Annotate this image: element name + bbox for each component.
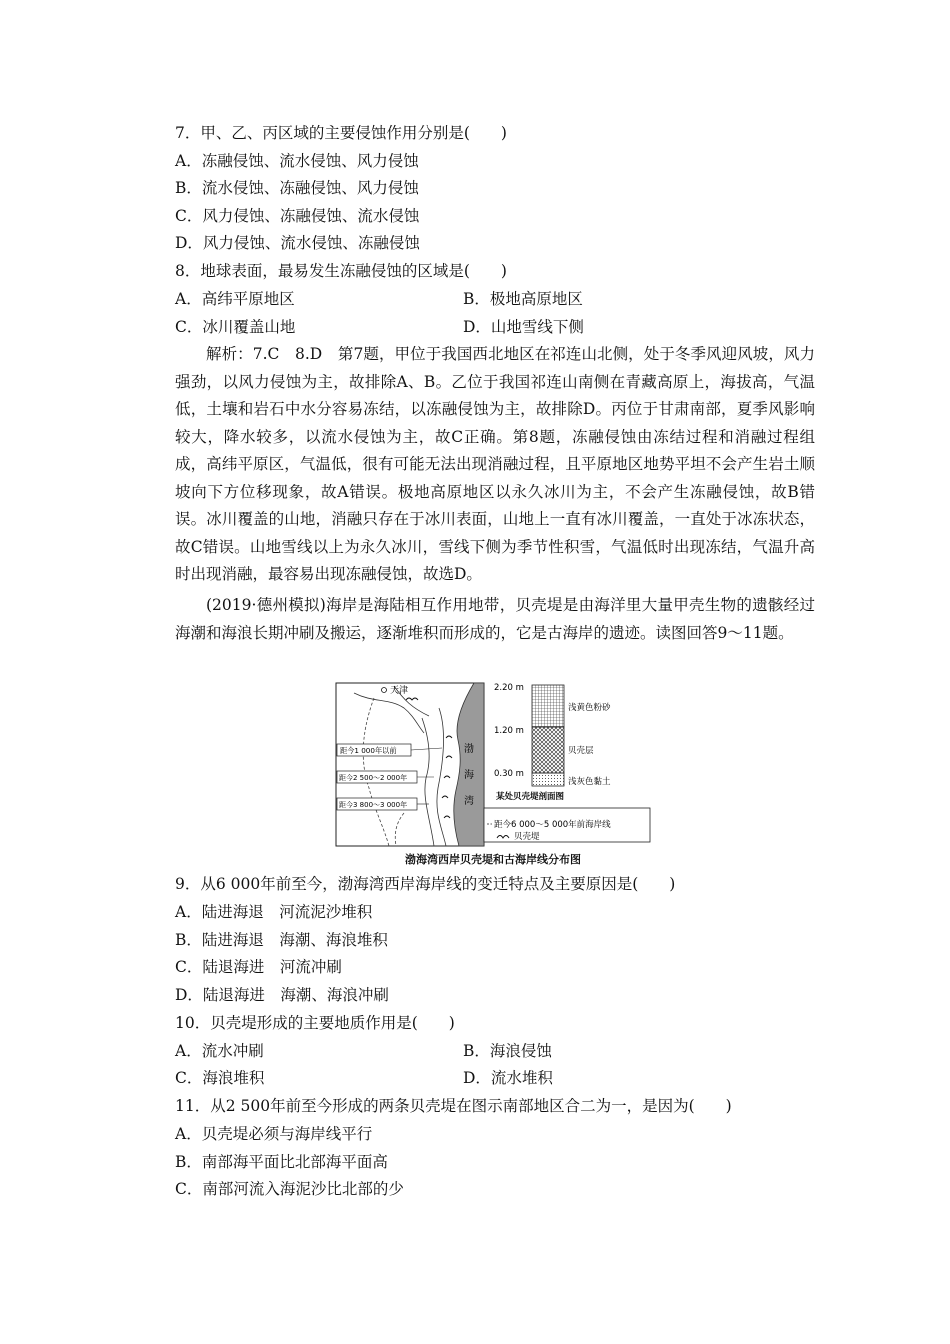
question-7-stem: 7．甲、乙、丙区域的主要侵蚀作用分别是( ) — [175, 124, 507, 142]
analysis-paragraph — [175, 341, 815, 589]
question-8-stem: 8．地球表面，最易发生冻融侵蚀的区域是( ) — [175, 262, 507, 280]
date-label-2: 距今2 500～2 000年 — [339, 774, 408, 782]
figure-caption: 渤海湾西岸贝壳堤和古海岸线分布图 — [405, 853, 581, 866]
question-11-option-b: B．南部海平面比北部海平面高 — [175, 1153, 388, 1171]
question-11-option-a: A．贝壳堤必须与海岸线平行 — [175, 1125, 373, 1143]
question-8-option-a: A．高纬平原地区 — [175, 290, 295, 308]
profile-tick-1: 2.20 m — [494, 683, 524, 693]
sea-char-1: 渤 — [464, 744, 474, 755]
legend-shell-label: 贝壳堤 — [514, 832, 540, 842]
question-9-option-d: D．陆退海进 海潮、海浪冲刷 — [175, 986, 389, 1004]
date-label-3: 距今3 800～3 000年 — [339, 801, 408, 809]
intro-text: (2019·德州模拟)海岸是海陆相互作用地带，贝壳堤是由海洋里大量甲壳生物的遗骸经过海潮和海浪长期冲刷及搬运，逐渐堆积而形成的，它是古海岸的遗迹。读图回答9～11题。 — [175, 596, 815, 642]
question-10-option-a: A．流水冲刷 — [175, 1042, 264, 1060]
question-9-stem: 9．从6 000年前至今，渤海湾西岸海岸线的变迁特点及主要原因是( ) — [175, 875, 676, 893]
question-9-option-a: A．陆进海退 河流泥沙堆积 — [175, 903, 373, 921]
question-10-option-c: C．海浪堆积 — [175, 1069, 265, 1087]
question-8-option-c: C．冰川覆盖山地 — [175, 318, 296, 336]
layer-silt — [532, 685, 564, 727]
layer-label-1: 浅黄色粉砂 — [568, 703, 611, 713]
layer-label-3: 浅灰色黏土 — [568, 777, 611, 787]
intro-paragraph — [175, 592, 815, 647]
analysis-text: 解析：7.C 8.D 第7题，甲位于我国西北地区在祁连山北侧，处于冬季风迎风坡，风力强劲，以风力侵蚀为主，故排除A、B。乙位于我国祁连山南侧在青藏高原上，海拔高，气温低，土壤和岩石中水分容易冻结，以冻融侵蚀为主，故排除D。丙位于甘肃南部，夏季风影响较大，降水较多，以流水侵蚀为主，故C正确。第8题，冻融侵蚀由冻结过程和消融过程组成，高纬平原区，气温低，很有可能无法出现消融过程，且平原地区地势平坦不会产生岩土顺坡向下方位移现象，故A错误。极地高原地区以永久冰川为主，不会产生冻融侵蚀，故B错误。冰川覆盖的山地，消融只存在于冰川表面，山地上一直有冰川覆盖，一直处于冰冻状态，故C错误。山地雪线以上为永久冰川，雪线下侧为季节性积雪，气温低时出现冻结，气温升高时出现消融，最容易出现冻融侵蚀，故选D。 — [175, 345, 815, 583]
profile-tick-3: 0.30 m — [494, 769, 524, 779]
question-10-stem: 10．贝壳堤形成的主要地质作用是( ) — [175, 1014, 455, 1032]
question-10-option-d: D．流水堆积 — [463, 1069, 553, 1087]
sea-char-3: 湾 — [464, 796, 474, 807]
question-10-option-b: B．海浪侵蚀 — [463, 1042, 552, 1060]
legend-coastline-label: 距今6 000～5 000年前海岸线 — [494, 820, 611, 830]
profile-title: 某处贝壳堤剖面图 — [496, 792, 565, 802]
coastline-figure — [334, 678, 652, 868]
date-label-1: 距今1 000年以前 — [340, 746, 397, 755]
question-11-option-c: C．南部河流入海泥沙比北部的少 — [175, 1180, 404, 1198]
question-8-option-b: B．极地高原地区 — [463, 290, 583, 308]
sea-char-2: 海 — [464, 770, 474, 781]
question-8-option-d: D．山地雪线下侧 — [463, 318, 584, 336]
question-7-option-c: C．风力侵蚀、冻融侵蚀、流水侵蚀 — [175, 207, 420, 225]
question-11-stem: 11．从2 500年前至今形成的两条贝壳堤在图示南部地区合二为一，是因为( ) — [175, 1097, 732, 1115]
layer-clay — [532, 773, 564, 786]
question-9-option-b: B．陆进海退 海潮、海浪堆积 — [175, 931, 388, 949]
city-label: 天津 — [390, 686, 409, 696]
profile-tick-2: 1.20 m — [494, 726, 524, 736]
layer-label-2: 贝壳层 — [568, 746, 594, 756]
question-7-option-a: A．冻融侵蚀、流水侵蚀、风力侵蚀 — [175, 152, 419, 170]
question-9-option-c: C．陆退海进 河流冲刷 — [175, 958, 342, 976]
question-7-option-b: B．流水侵蚀、冻融侵蚀、风力侵蚀 — [175, 179, 419, 197]
question-7-option-d: D．风力侵蚀、流水侵蚀、冻融侵蚀 — [175, 234, 420, 252]
layer-shell — [532, 727, 564, 773]
